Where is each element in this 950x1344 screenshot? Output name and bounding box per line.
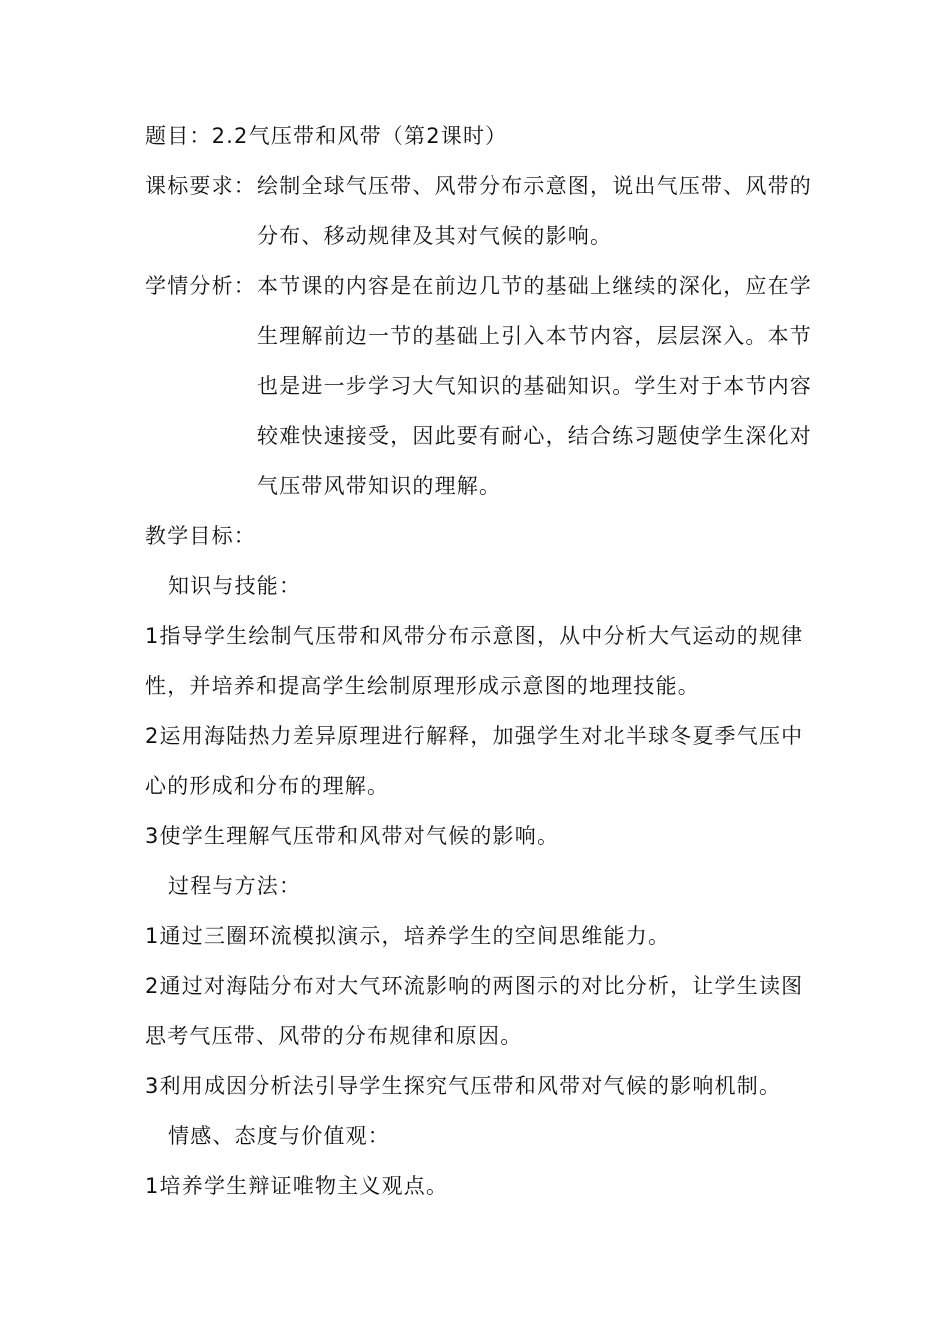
- knowledge-line: 1指导学生绘制气压带和风带分布示意图，从中分析大气运动的规律: [145, 624, 804, 648]
- process-line: 思考气压带、风带的分布规律和原因。: [145, 1024, 523, 1048]
- standard-line: 绘制全球气压带、风带分布示意图，说出气压带、风带的: [257, 174, 812, 198]
- process-line: 1通过三圈环流模拟演示，培养学生的空间思维能力。: [145, 924, 671, 948]
- analysis-label: 学情分析：: [145, 274, 256, 298]
- standard-line: 分布、移动规律及其对气候的影响。: [257, 224, 613, 248]
- knowledge-line: 性，并培养和提高学生绘制原理形成示意图的地理技能。: [145, 674, 700, 698]
- objectives-heading: 教学目标：: [145, 524, 256, 548]
- document-title: 题目：2.2气压带和风带（第2课时）: [145, 124, 508, 148]
- emotion-line: 1培养学生辩证唯物主义观点。: [145, 1174, 449, 1198]
- process-line: 3利用成因分析法引导学生探究气压带和风带对气候的影响机制。: [145, 1074, 782, 1098]
- knowledge-line: 3使学生理解气压带和风带对气候的影响。: [145, 824, 560, 848]
- standard-label: 课标要求：: [145, 174, 256, 198]
- emotion-heading: 情感、态度与价值观：: [168, 1124, 390, 1148]
- analysis-line: 本节课的内容是在前边几节的基础上继续的深化，应在学: [257, 274, 812, 298]
- knowledge-heading: 知识与技能：: [168, 574, 302, 598]
- analysis-line: 较难快速接受，因此要有耐心，结合练习题使学生深化对: [257, 424, 812, 448]
- process-line: 2通过对海陆分布对大气环流影响的两图示的对比分析，让学生读图: [145, 974, 804, 998]
- knowledge-line: 心的形成和分布的理解。: [145, 774, 390, 798]
- analysis-line: 生理解前边一节的基础上引入本节内容，层层深入。本节: [257, 324, 812, 348]
- knowledge-line: 2运用海陆热力差异原理进行解释，加强学生对北半球冬夏季气压中: [145, 724, 804, 748]
- analysis-line: 气压带风带知识的理解。: [257, 474, 502, 498]
- process-heading: 过程与方法：: [168, 874, 302, 898]
- analysis-line: 也是进一步学习大气知识的基础知识。学生对于本节内容: [257, 374, 812, 398]
